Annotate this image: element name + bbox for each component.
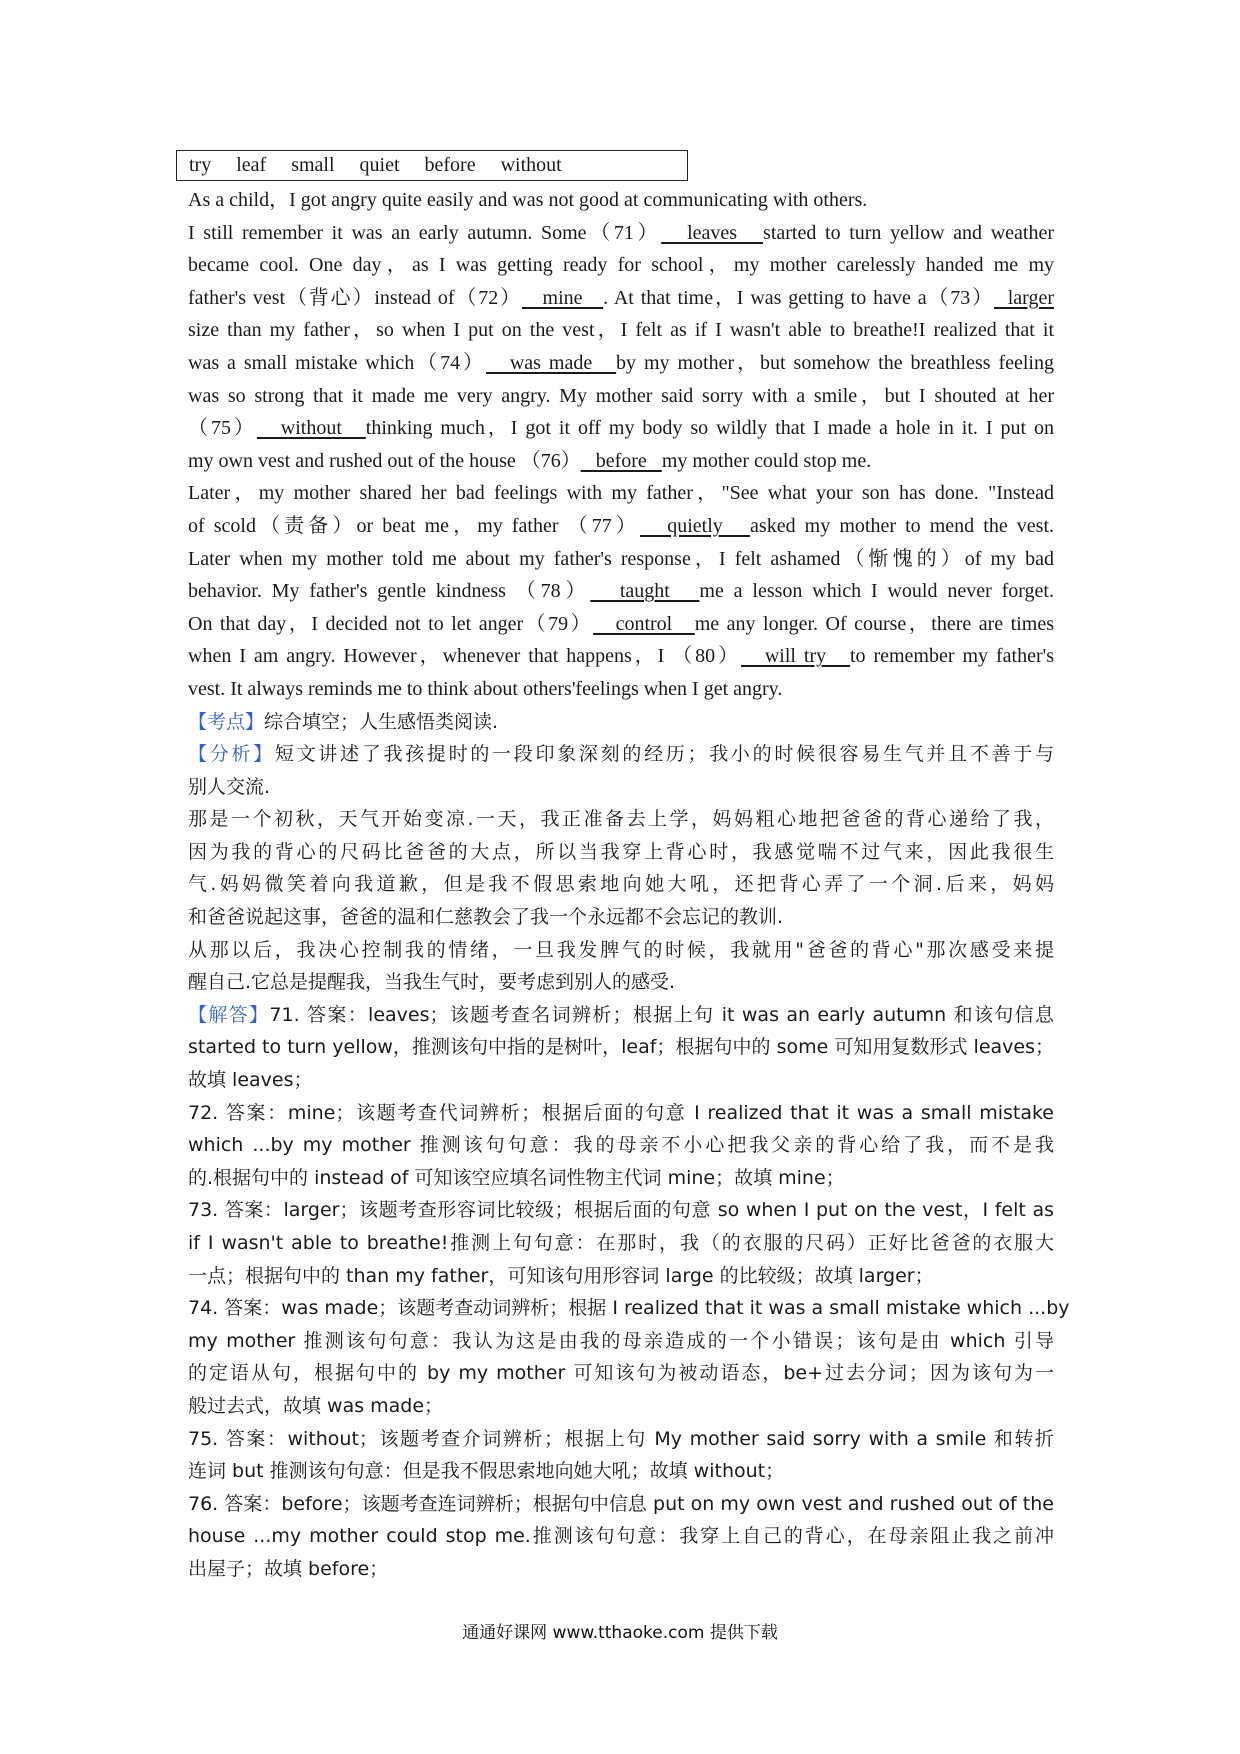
answer-line: 出屋子；故填 before；: [188, 1557, 389, 1580]
kaodian-line: 【考点】综合填空；人生感悟类阅读.: [188, 710, 499, 733]
passage-line: became cool. One day，as I was getting ready for school，my mother carelessly handed me my: [188, 254, 1054, 277]
answer-blank-72: mine: [521, 286, 604, 309]
answer-line: which ...by my mother 推测该句句意：我的母亲不小心把我父亲的背心给了我，而不是我: [188, 1134, 1054, 1157]
answer-blank-74: was made: [485, 351, 617, 374]
answer-blank-78: taught: [590, 580, 700, 603]
answer-blank-73: larger: [994, 286, 1054, 309]
passage-line: I still remember it was an early autumn. Some（71） leaves started to turn yellow and weather: [188, 221, 1054, 244]
answer-line: 连词 but 推测该句句意：但是我不假思索地向她大吼；故填 without；: [188, 1460, 785, 1483]
word-bank-box: try leaf small quiet before without: [176, 150, 688, 181]
kaodian-tag: 【考点】: [188, 710, 265, 733]
summary-line: 那是一个初秋，天气开始变凉.一天，我正准备去上学，妈妈粗心地把爸爸的背心递给了我，: [188, 808, 1054, 831]
summary-line: 从那以后，我决心控制我的情绪，一旦我发脾气的时候，我就用"爸爸的背心"那次感受来提: [188, 938, 1054, 961]
answer-blank-79: control: [593, 612, 695, 635]
passage-line: father's vest（背心）instead of（72） mine . At that time，I was getting to have a（73） larger: [188, 286, 1054, 309]
answer-line: if I wasn't able to breathe!推测上句句意：在那时，我（的衣服的尺码）正好比爸爸的衣服大: [188, 1232, 1054, 1254]
answer-line: 般过去式，故填 was made；: [188, 1394, 444, 1417]
answer-line: 的.根据句中的 instead of 可知该空应填名词性物主代词 mine；故填 mine；: [188, 1166, 845, 1189]
summary-line: 因为我的背心的尺码比爸爸的大点，所以当我穿上背心时，我感觉喘不过气来，因此我很生: [188, 840, 1054, 863]
passage-line: On that day，I decided not to let anger（79） control me any longer. Of course，there are times: [188, 612, 1054, 635]
passage-line: （75） without thinking much，I got it off my body so wildly that I made a hole in it. I put on: [188, 417, 1054, 440]
answer-line: my mother 推测该句句意：我认为这是由我的母亲造成的一个小错误；该句是由 which 引导: [188, 1329, 1054, 1352]
answer-line: 72. 答案：mine；该题考查代词辨析；根据后面的句意 I realized that it was a small mistake: [188, 1101, 1054, 1124]
answer-blank-71: leaves: [661, 221, 764, 244]
passage-line: size than my father，so when I put on the vest，I felt as if I wasn't able to breathe!I realized that it: [188, 319, 1054, 342]
passage-line: As a child，I got angry quite easily and was not good at communicating with others.: [188, 189, 868, 211]
passage-line: Later，my mother shared her bad feelings with my father，"See what your son has done. "Instead: [188, 482, 1054, 505]
answer-line: house ...my mother could stop me.推测该句句意：我穿上自己的背心，在母亲阻止我之前冲: [188, 1525, 1054, 1548]
passage-line: behavior. My father's gentle kindness （78） taught me a lesson which I would never forget.: [188, 580, 1054, 603]
passage-line: my own vest and rushed out of the house （76） before my mother could stop me.: [188, 449, 872, 472]
answer-line: 76. 答案：before；该题考查连词辨析；根据句中信息 put on my own vest and rushed out of the: [188, 1492, 1054, 1515]
answer-line: 73. 答案：larger；该题考查形容词比较级；根据后面的句意 so when I put on the vest，I felt as: [188, 1199, 1054, 1222]
answer-blank-76: before: [580, 449, 662, 472]
jieda-tag: 【解答】: [188, 1003, 270, 1026]
footer-watermark: 通通好课网 www.tthaoke.com 提供下载: [462, 1623, 778, 1643]
answer-blank-80: will try: [741, 645, 850, 668]
answer-blank-75: without: [256, 417, 366, 440]
passage-content: [188, 184, 1070, 1586]
summary-line: 气.妈妈微笑着向我道歉，但是我不假思索地向她大吼，还把背心弄了一个洞.后来，妈妈: [188, 873, 1054, 896]
answer-line: 一点；根据句中的 than my father，可知该句用形容词 large 的比较级；故填 larger；: [188, 1264, 934, 1287]
fenxi-tag: 【分析】: [188, 743, 275, 766]
answer-line: 74. 答案：was made；该题考查动词辨析；根据 I realized that it was a small mistake which ...by: [188, 1297, 1070, 1320]
answer-blank-77: quietly: [639, 514, 751, 537]
answer-line: 【解答】71. 答案：leaves；该题考查名词辨析；根据上句 it was an early autumn 和该句信息: [188, 1003, 1054, 1026]
summary-line: 和爸爸说起这事，爸爸的温和仁慈教会了我一个永远都不会忘记的教训.: [188, 906, 784, 929]
fenxi-line: 别人交流.: [188, 775, 271, 798]
answer-line: 故填 leaves；: [188, 1069, 313, 1092]
passage-line: Later when my mother told me about my father's response，I felt ashamed（惭愧的）of my bad: [188, 547, 1054, 570]
summary-line: 醒自己.它总是提醒我，当我生气时，要考虑到别人的感受.: [188, 971, 676, 994]
answer-line: 的定语从句，根据句中的 by my mother 可知该句为被动语态，be+过去分词；因为该句为一: [188, 1362, 1054, 1385]
fenxi-line: 【分析】短文讲述了我孩提时的一段印象深刻的经历；我小的时候很容易生气并且不善于与: [188, 743, 1054, 766]
passage-line: when I am angry. However，whenever that happens，I （80） will try to remember my father's: [188, 645, 1054, 668]
passage-line: vest. It always reminds me to think about others'feelings when I get angry.: [188, 677, 783, 700]
answer-line: started to turn yellow，推测该句中指的是树叶，leaf；根据句中的 some 可知用复数形式 leaves；: [188, 1036, 1054, 1059]
passage-line: was a small mistake which（74） was made by my mother，but somehow the breathless feeling: [188, 351, 1054, 374]
passage-line: of scold（责备）or beat me，my father （77） quietly asked my mother to mend the vest.: [188, 514, 1055, 537]
passage-line: was so strong that it made me very angry. My mother said sorry with a smile，but I shouted at her: [188, 384, 1054, 407]
answer-line: 75. 答案：without；该题考查介词辨析；根据上句 My mother said sorry with a smile 和转折: [188, 1427, 1054, 1450]
